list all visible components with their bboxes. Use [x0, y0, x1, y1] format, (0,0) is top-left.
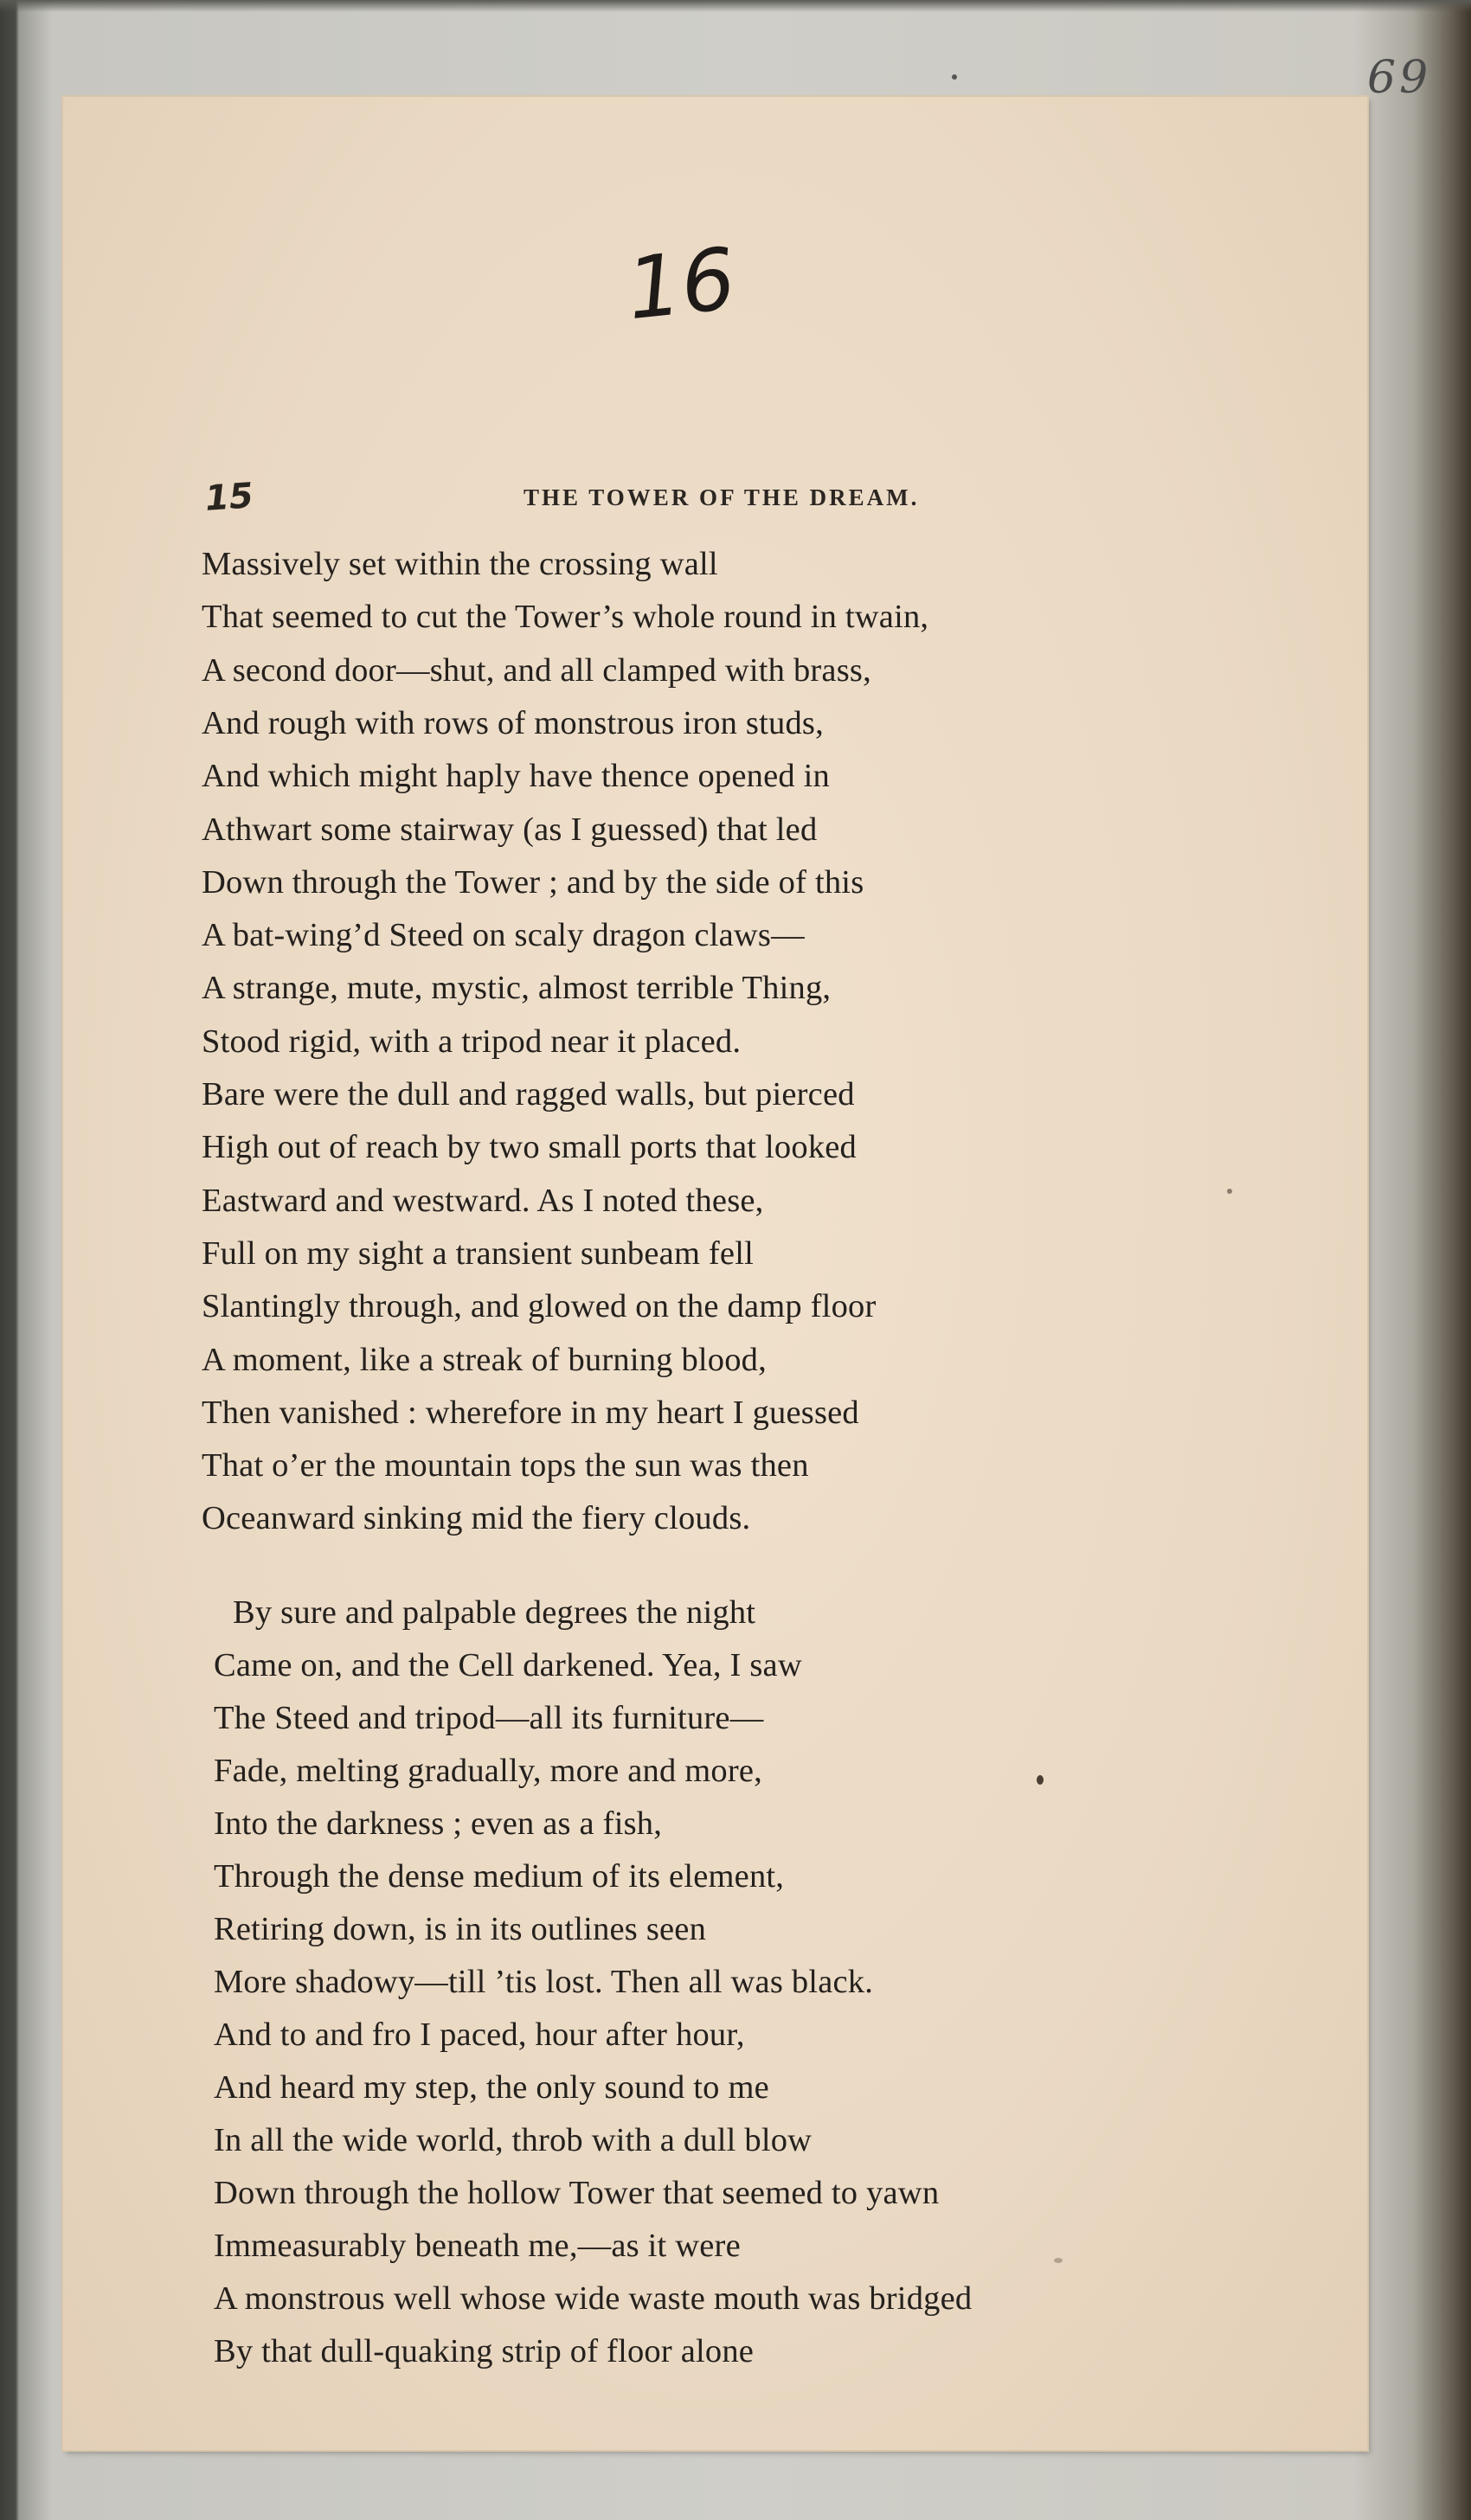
poem-line: Fade, melting gradually, more and more,	[214, 1753, 762, 1789]
poem-line: The Steed and tripod—all its furniture—	[214, 1700, 764, 1736]
poem-line: Stood rigid, with a tripod near it placed.	[202, 1023, 742, 1060]
page-top-shadow	[0, 0, 1471, 12]
poem-line: Into the darkness ; even as a fish,	[214, 1805, 663, 1842]
struck-page-number: 15	[203, 476, 255, 519]
poem-line: By sure and palpable degrees the night	[233, 1594, 756, 1631]
pasted-clipping	[63, 97, 1367, 2450]
foxing-spot	[1227, 1189, 1232, 1194]
poem-line: Eastward and westward. As I noted these,	[202, 1182, 764, 1219]
poem-line: And heard my step, the only sound to me	[214, 2069, 769, 2106]
poem-line: Bare were the dull and ragged walls, but pierced	[202, 1076, 855, 1113]
poem-title: THE TOWER OF THE DREAM.	[524, 484, 920, 510]
poem-line: A strange, mute, mystic, almost terrible Thing,	[202, 970, 832, 1007]
poem-line: A second door—shut, and all clamped with brass,	[202, 651, 871, 689]
poem-line: Down through the hollow Tower that seemed to yawn	[214, 2175, 940, 2211]
ink-dot	[952, 74, 957, 80]
stanza-1	[202, 458, 1352, 1537]
poem-line: Then vanished : wherefore in my heart I guessed	[202, 1394, 859, 1431]
poem-line: More shadowy—till ’tis lost. Then all was black.	[214, 1964, 874, 2000]
poem-line: Retiring down, is in its outlines seen	[214, 1911, 707, 1947]
poem-line: In all the wide world, throb with a dull blow	[214, 2122, 813, 2158]
poem-line: A monstrous well whose wide waste mouth was bridged	[214, 2280, 973, 2317]
poem-line: By that dull-quaking strip of floor alone	[214, 2333, 755, 2369]
poem-line: And which might haply have thence opened in	[202, 758, 831, 795]
foxing-spot	[1037, 1775, 1044, 1785]
poem-line: Full on my sight a transient sunbeam fell	[202, 1234, 755, 1272]
poem-line: A moment, like a streak of burning blood,	[202, 1341, 767, 1378]
poem-line: That seemed to cut the Tower’s whole round in twain,	[202, 599, 929, 636]
poem-line: Athwart some stairway (as I guessed) that led	[202, 811, 818, 848]
poem-line: Came on, and the Cell darkened. Yea, I saw	[214, 1647, 802, 1683]
poem-line: Immeasurably beneath me,—as it were	[214, 2228, 741, 2264]
stanza-2	[214, 1497, 1365, 2448]
folio-number: 69	[1367, 52, 1432, 104]
foxing-spot	[1054, 2258, 1063, 2263]
poem-line: And rough with rows of monstrous iron studs,	[202, 704, 824, 741]
poem-line: Massively set within the crossing wall	[202, 546, 718, 582]
poem-line: And to and fro I paced, hour after hour,	[214, 2017, 745, 2053]
poem-line: Down through the Tower ; and by the side of this	[202, 863, 864, 901]
poem-line: High out of reach by two small ports that looked	[202, 1129, 858, 1166]
poem-line: That o’er the mountain tops the sun was then	[202, 1447, 809, 1484]
poem-line: Through the dense medium of its element,	[214, 1858, 785, 1895]
poem-line: Oceanward sinking mid the fiery clouds.	[202, 1500, 751, 1537]
poem-line: Slantingly through, and glowed on the damp floor	[202, 1288, 877, 1325]
poem-line: A bat-wing’d Steed on scaly dragon claws—	[202, 917, 805, 954]
handwritten-slip-number: 16	[622, 229, 741, 340]
